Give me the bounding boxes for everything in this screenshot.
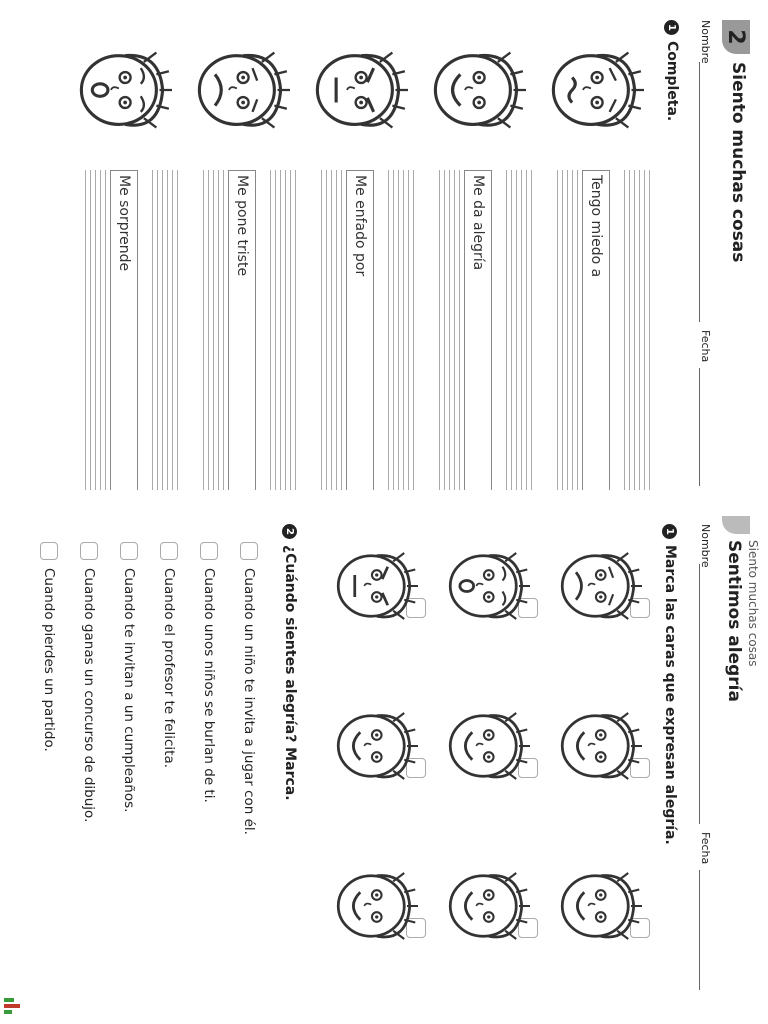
unit-badge: 2 xyxy=(722,20,750,54)
sentence-prompt[interactable]: Me pone triste xyxy=(228,170,256,490)
option-label: Cuando un niño te invita a jugar con él. xyxy=(241,568,257,835)
happy-face-icon xyxy=(438,702,530,790)
writing-lines[interactable] xyxy=(620,170,650,490)
writing-lines[interactable] xyxy=(384,170,414,490)
writing-row[interactable] xyxy=(314,170,414,490)
surprised-face-icon xyxy=(438,542,530,630)
option-checkbox[interactable] xyxy=(200,542,218,560)
option-label: Cuando te invitan a un cumpleaños. xyxy=(121,568,137,813)
sentence-prompt[interactable]: Me sorprende xyxy=(110,170,138,490)
page-title: Siento muchas cosas xyxy=(728,62,748,263)
option-row[interactable] xyxy=(200,542,218,803)
name-field[interactable] xyxy=(699,62,700,322)
sad-face-icon xyxy=(186,40,290,140)
option-row[interactable] xyxy=(120,542,138,812)
writing-lines[interactable] xyxy=(317,170,342,490)
sentence-prompt[interactable]: Me da alegría xyxy=(464,170,492,490)
unit-badge-cut xyxy=(722,516,750,534)
surprised-face-icon xyxy=(68,40,172,140)
sad-face-icon xyxy=(550,542,642,630)
sentence-prompt[interactable]: Me enfado por xyxy=(346,170,374,490)
exercise-1-heading xyxy=(662,524,678,845)
writing-lines[interactable] xyxy=(435,170,460,490)
exercise-instruction: Marca las caras que expresan alegría. xyxy=(662,545,678,845)
angry-face-icon xyxy=(304,40,408,140)
sentence-prompt[interactable]: Tengo miedo a xyxy=(582,170,610,490)
writing-row[interactable] xyxy=(78,170,178,490)
option-checkbox[interactable] xyxy=(120,542,138,560)
writing-row[interactable] xyxy=(550,170,650,490)
exercise-number: 2 xyxy=(283,524,298,539)
happy-face-icon xyxy=(550,702,642,790)
exercise-instruction: Completa. xyxy=(664,41,680,122)
writing-lines[interactable] xyxy=(148,170,178,490)
scared-face-icon xyxy=(540,40,644,140)
happy-face-icon xyxy=(326,702,418,790)
page-title: Sentimos alegría xyxy=(724,540,744,702)
option-row[interactable] xyxy=(160,542,178,768)
writing-lines[interactable] xyxy=(199,170,224,490)
name-label: Nombre xyxy=(699,524,712,568)
happy-face-icon xyxy=(422,40,526,140)
option-label: Cuando unos niños se burlan de ti. xyxy=(201,568,217,803)
writing-lines[interactable] xyxy=(502,170,532,490)
option-checkbox[interactable] xyxy=(240,542,258,560)
option-checkbox[interactable] xyxy=(160,542,178,560)
name-field[interactable] xyxy=(699,564,700,824)
date-field[interactable] xyxy=(699,368,700,486)
exercise-instruction: ¿Cuándo sientes alegría? Marca. xyxy=(282,545,298,801)
writing-row[interactable] xyxy=(432,170,532,490)
exercise-number: 1 xyxy=(663,524,678,539)
exercise-2-heading xyxy=(282,524,298,801)
writing-lines[interactable] xyxy=(553,170,578,490)
name-label: Nombre xyxy=(699,20,712,64)
option-checkbox[interactable] xyxy=(80,542,98,560)
header-cut-text: Siento muchas cosas xyxy=(746,540,760,667)
right-page xyxy=(0,512,768,1024)
date-label: Fecha xyxy=(699,832,712,865)
option-label: Cuando pierdes un partido. xyxy=(41,568,57,752)
option-row[interactable] xyxy=(240,542,258,835)
writing-lines[interactable] xyxy=(266,170,296,490)
option-checkbox[interactable] xyxy=(40,542,58,560)
logo-mark xyxy=(0,996,22,1018)
date-field[interactable] xyxy=(699,870,700,990)
happy-face-icon xyxy=(326,862,418,950)
exercise-1-heading xyxy=(664,20,680,121)
happy-face-icon xyxy=(438,862,530,950)
happy-face-icon xyxy=(550,862,642,950)
option-row[interactable] xyxy=(80,542,98,822)
option-label: Cuando el profesor te felicita. xyxy=(161,568,177,769)
date-label: Fecha xyxy=(699,330,712,363)
writing-lines[interactable] xyxy=(81,170,106,490)
exercise-number: 1 xyxy=(665,20,680,35)
writing-row[interactable] xyxy=(196,170,296,490)
option-label: Cuando ganas un concurso de dibujo. xyxy=(81,568,97,823)
angry-face-icon xyxy=(326,542,418,630)
option-row[interactable] xyxy=(40,542,58,752)
